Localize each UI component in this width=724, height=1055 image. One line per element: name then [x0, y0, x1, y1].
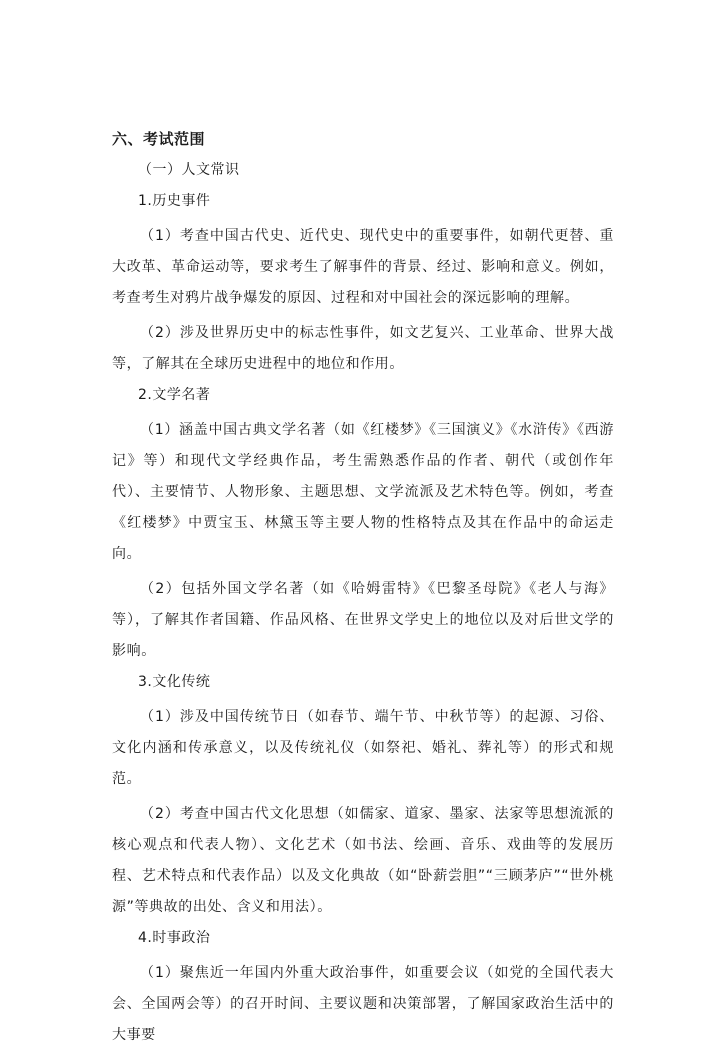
paragraph-literature-1: （1）涵盖中国古典文学名著（如《红楼梦》《三国演义》《水浒传》《西游记》等）和现代文学经典作品，考生需熟悉作品的作者、朝代（或创作年代）、主要情节、人物形象、主题思想、文学流派及艺术特色等。例如，考查《红楼梦》中贾宝玉、林黛玉等主要人物的性格特点及其在作品中的命运走向。: [112, 422, 614, 562]
paragraph-culture-2: （2）考查中国古代文化思想（如儒家、道家、墨家、法家等思想流派的核心观点和代表人物）、文化艺术（如书法、绘画、音乐、戏曲等的发展历程、艺术特点和代表作品）以及文化典故（如“卧薪尝胆”“三顾茅庐”“世外桃源”等典故的出处、含义和用法）。: [112, 806, 614, 915]
section-title: 六、考试范围: [112, 130, 206, 148]
subsection-title: （一）人文常识: [138, 162, 240, 178]
item-title-culture: 3.文化传统: [138, 674, 211, 690]
item-title-history: 1.历史事件: [138, 193, 211, 209]
paragraph-literature-2: （2）包括外国文学名著（如《哈姆雷特》《巴黎圣母院》《老人与海》等），了解其作者国籍、作品风格、在世界文学史上的地位以及对后世文学的影响。: [112, 581, 614, 659]
paragraph-history-1: （1）考查中国古代史、近代史、现代史中的重要事件，如朝代更替、重大改革、革命运动等，要求考生了解事件的背景、经过、影响和意义。例如，考查考生对鸦片战争爆发的原因、过程和对中国社会的深远影响的理解。: [112, 228, 614, 306]
paragraph-politics-1: （1）聚焦近一年国内外重大政治事件，如重要会议（如党的全国代表大会、全国两会等）的召开时间、主要议题和决策部署，了解国家政治生活中的大事要: [112, 965, 614, 1043]
item-title-politics: 4.时事政治: [138, 930, 211, 946]
paragraph-culture-1: （1）涉及中国传统节日（如春节、端午节、中秋节等）的起源、习俗、文化内涵和传承意义，以及传统礼仪（如祭祀、婚礼、葬礼等）的形式和规范。: [112, 709, 614, 787]
item-title-literature: 2.文学名著: [138, 387, 211, 403]
paragraph-history-2: （2）涉及世界历史中的标志性事件，如文艺复兴、工业革命、世界大战等，了解其在全球历史进程中的地位和作用。: [112, 325, 614, 372]
document-body: [112, 128, 614, 1055]
